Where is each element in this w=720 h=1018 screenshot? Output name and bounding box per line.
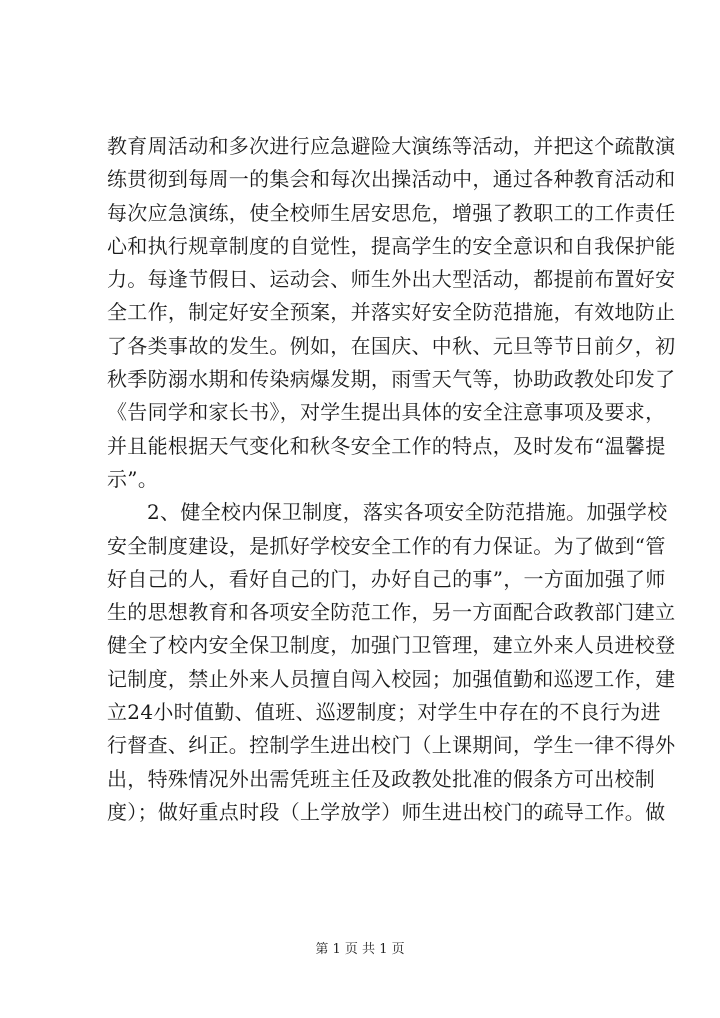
paragraph-start-line: 2、健全校内保卫制度，落实各项安全防范措施。加强学校 xyxy=(147,500,668,525)
page-number-footer: 第 1 页 共 1 页 xyxy=(315,942,405,957)
text-line: 全工作，制定好安全预案，并落实好安全防范措施，有效地防止 xyxy=(107,300,676,325)
text-line: 行督查、纠正。控制学生进出校门（上课期间，学生一律不得外 xyxy=(107,733,676,758)
text-line: 每次应急演练，使全校师生居安思危，增强了教职工的工作责任 xyxy=(107,200,676,225)
text-line: 秋季防溺水期和传染病爆发期，雨雪天气等，协助政教处印发了 xyxy=(107,367,676,392)
text-line: 《告同学和家长书》，对学生提出具体的安全注意事项及要求， xyxy=(107,400,666,425)
text-line: 生的思想教育和各项安全防范工作，另一方面配合政教部门建立 xyxy=(107,600,676,625)
body-text xyxy=(107,130,676,829)
text-line: 力。每逢节假日、运动会、师生外出大型活动，都提前布置好安 xyxy=(107,267,676,292)
text-line: 记制度，禁止外来人员擅自闯入校园；加强值勤和巡逻工作，建 xyxy=(107,666,676,691)
text-line: 好自己的人，看好自己的门，办好自己的事”，一方面加强了师 xyxy=(107,566,666,591)
text-line: 教育周活动和多次进行应急避险大演练等活动，并把这个疏散演 xyxy=(107,134,676,158)
text-line: 了各类事故的发生。例如，在国庆、中秋、元旦等节日前夕，初 xyxy=(107,333,676,358)
text-line: 出，特殊情况外出需凭班主任及政教处批准的假条方可出校制 xyxy=(107,766,656,791)
text-line: 示”。 xyxy=(107,466,159,491)
text-line: 立24小时值勤、值班、巡逻制度；对学生中存在的不良行为进 xyxy=(107,700,661,725)
text-line: 健全了校内安全保卫制度，加强门卫管理，建立外来人员进校登 xyxy=(107,633,676,658)
text-line: 心和执行规章制度的自觉性，提高学生的安全意识和自我保护能 xyxy=(107,233,676,258)
text-line: 安全制度建设，是抓好学校安全工作的有力保证。为了做到“管 xyxy=(107,533,666,558)
text-line: 并且能根据天气变化和秋冬安全工作的特点，及时发布“温馨提 xyxy=(107,433,666,458)
text-line: 练贯彻到每周一的集会和每次出操活动中，通过各种教育活动和 xyxy=(107,167,676,192)
text-line: 度）；做好重点时段（上学放学）师生进出校门的疏导工作。做 xyxy=(107,799,666,824)
